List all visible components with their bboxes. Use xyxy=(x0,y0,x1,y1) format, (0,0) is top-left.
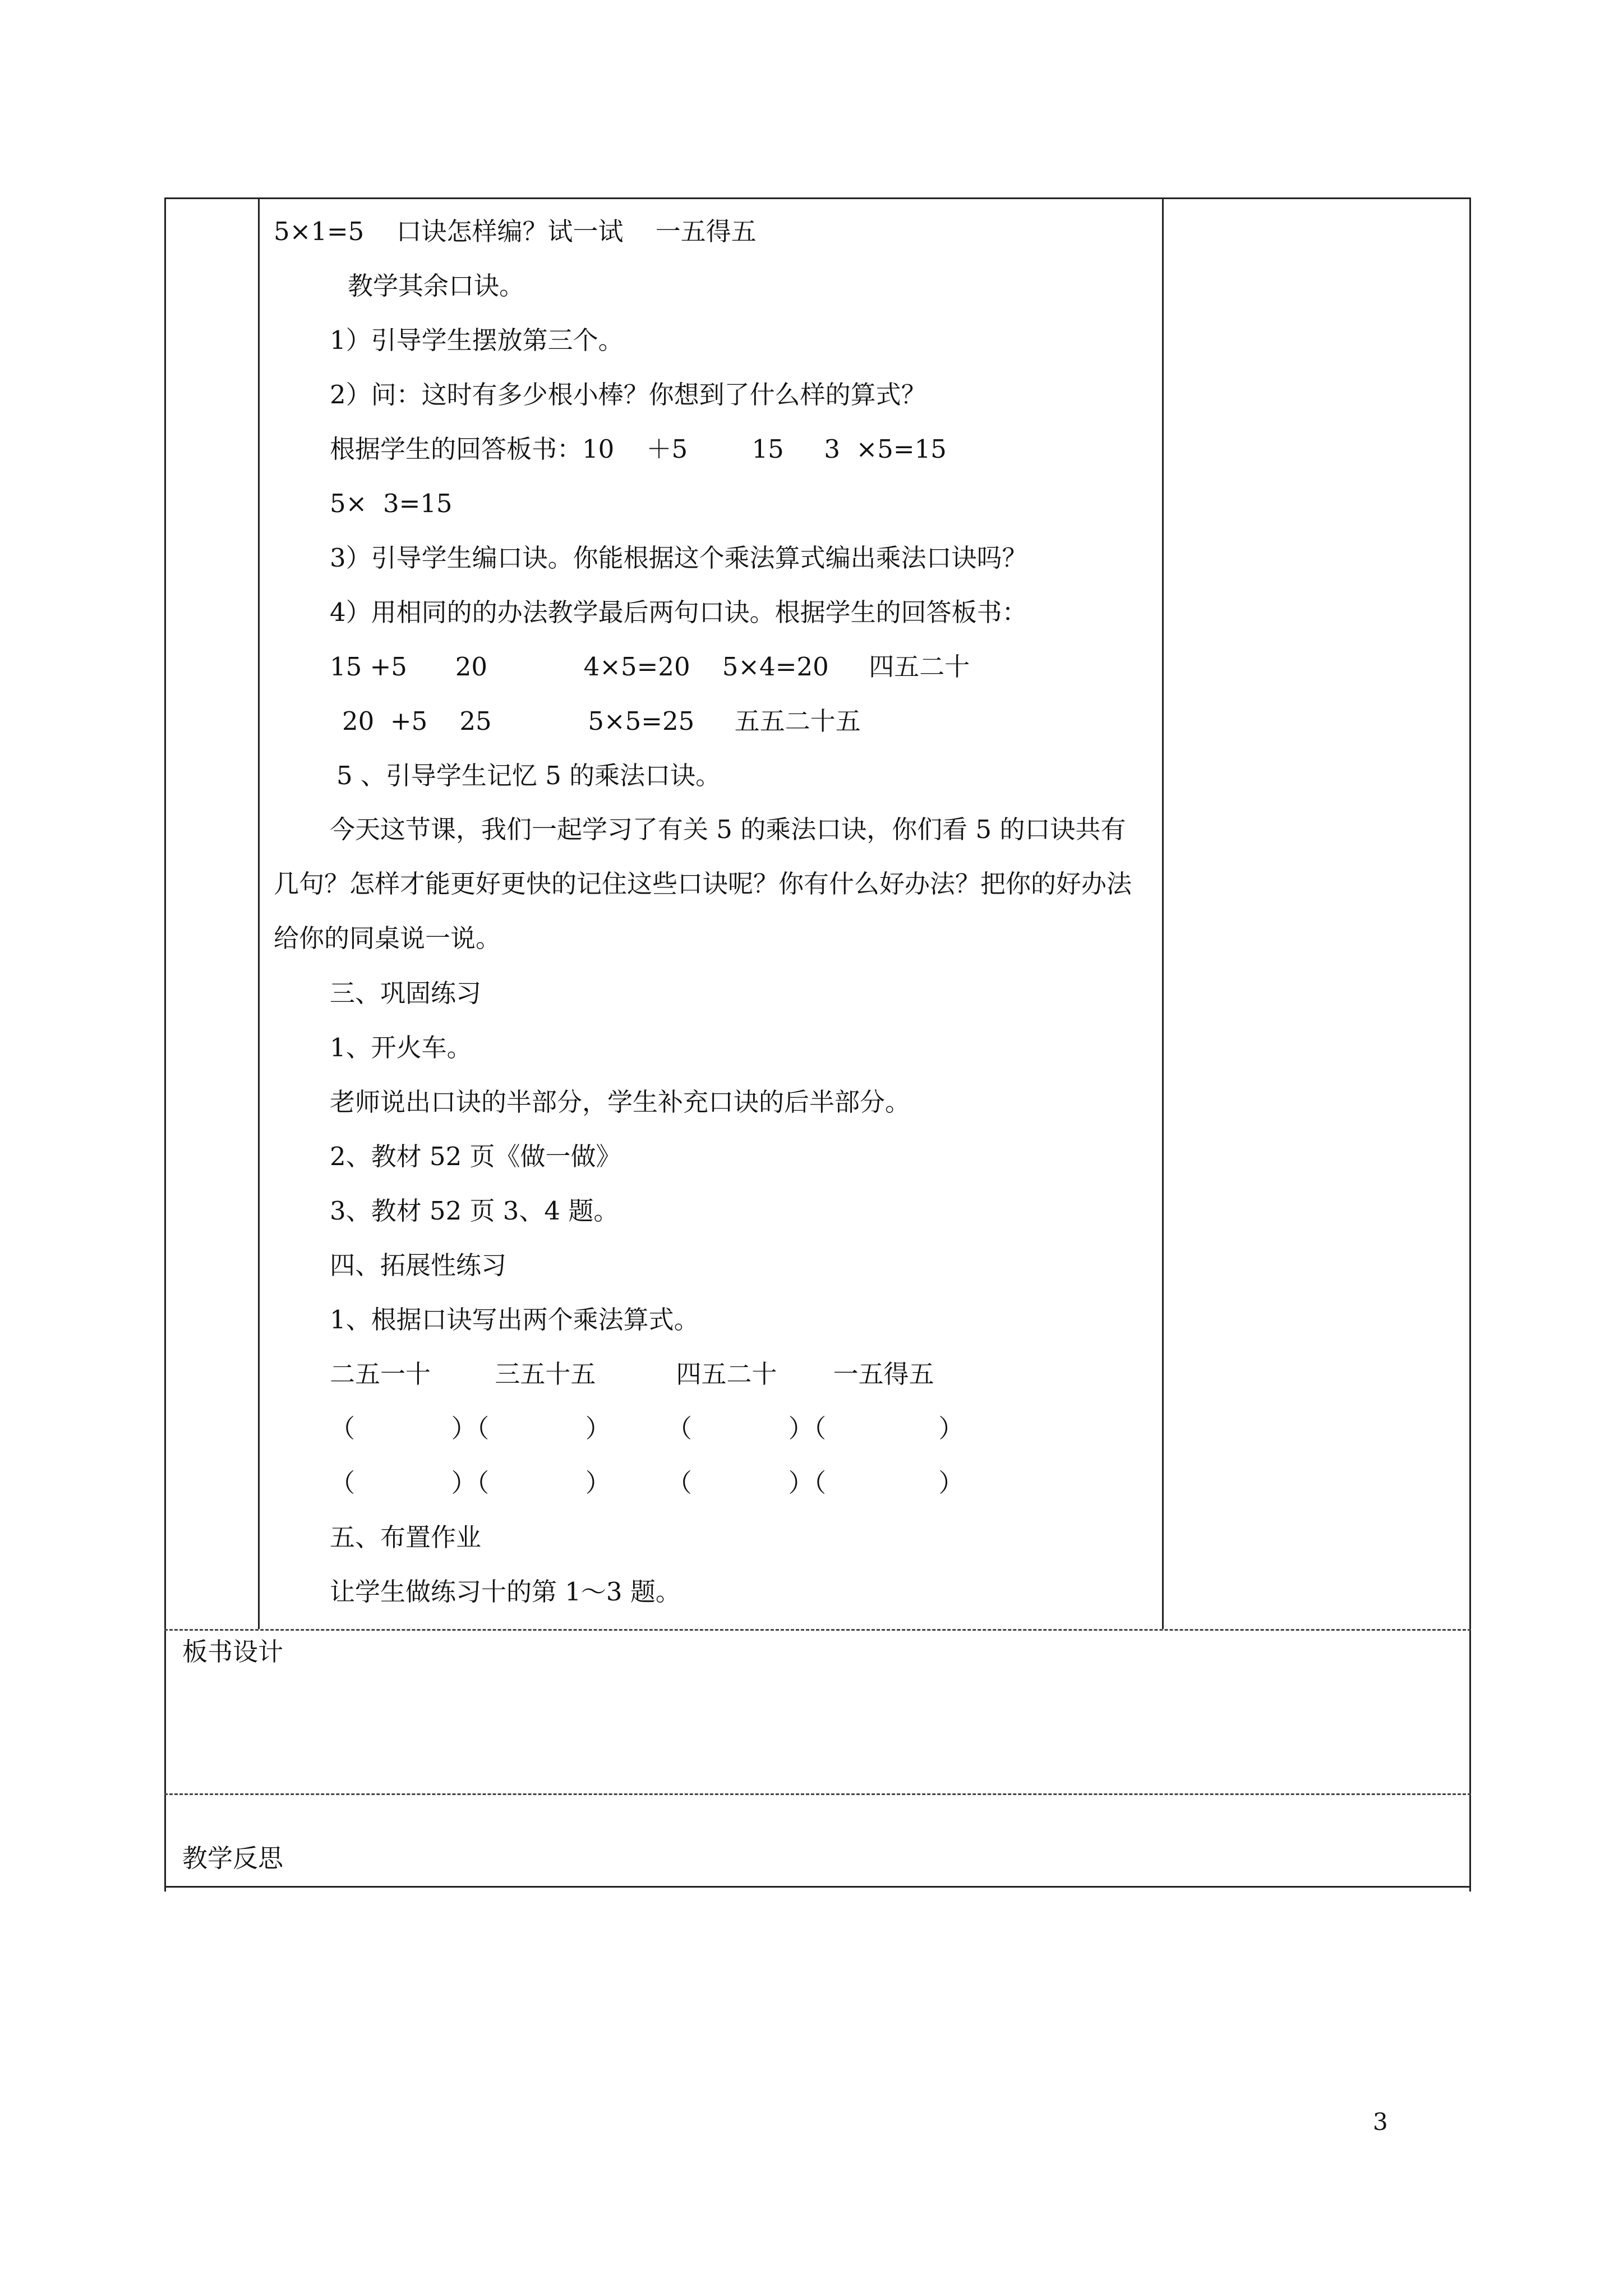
text-line-16: 3、教材 52 页 3、4 题。 xyxy=(330,1196,619,1226)
text-line-6: 5× 3=15 xyxy=(330,489,453,518)
text-line-13: 1、开火车。 xyxy=(330,1033,472,1062)
table-left-border xyxy=(164,197,166,1892)
text-line-3: 1）引导学生摆放第三个。 xyxy=(330,325,624,355)
column-divider-left xyxy=(258,197,260,1629)
text-line-22: 五、布置作业 xyxy=(330,1522,482,1552)
reflection-label: 教学反思 xyxy=(182,1843,284,1873)
page-number: 3 xyxy=(1373,2108,1388,2136)
text-line-10: 20 +5 25 5×5=25 五五二十五 xyxy=(342,706,861,736)
text-line-9: 15 +5 20 4×5=20 5×4=20 四五二十 xyxy=(330,652,970,682)
text-line-12: 三、巩固练习 xyxy=(330,978,482,1008)
table-top-border xyxy=(164,197,1471,199)
text-line-2: 教学其余口诀。 xyxy=(348,271,525,301)
text-line-17: 四、拓展性练习 xyxy=(330,1250,507,1280)
text-line-18: 1、根据口诀写出两个乘法算式。 xyxy=(330,1305,699,1335)
text-line-21: （ ）（ ） （ ）（ ） xyxy=(330,1468,964,1498)
text-line-20: （ ）（ ） （ ）（ ） xyxy=(330,1414,964,1443)
text-line-5: 根据学生的回答板书：10 ＋5 15 3 ×5=15 xyxy=(330,434,947,464)
text-line-11: 5 、引导学生记忆 5 的乘法口诀。 xyxy=(336,761,721,790)
text-line-19: 二五一十 三五十五 四五二十 一五得五 xyxy=(330,1359,934,1389)
row-divider-reflection xyxy=(164,1793,1471,1795)
text-line-4: 2）问：这时有多少根小棒？你想到了什么样的算式？ xyxy=(330,380,926,409)
text-line-15: 2、教材 52 页《做一做》 xyxy=(330,1142,621,1171)
text-line-7: 3）引导学生编口诀。你能根据这个乘法算式编出乘法口诀吗？ xyxy=(330,543,1027,573)
table-right-border xyxy=(1469,197,1471,1892)
board-design-label: 板书设计 xyxy=(182,1637,284,1667)
column-divider-right xyxy=(1162,197,1164,1629)
text-line-14: 老师说出口诀的半部分，学生补充口诀的后半部分。 xyxy=(330,1087,911,1117)
row-divider-board-design xyxy=(164,1629,1471,1631)
text-line-23: 让学生做练习十的第 1～3 题。 xyxy=(330,1577,681,1607)
summary-paragraph: 今天这节课，我们一起学习了有关 5 的乘法口诀，你们看 5 的口诀共有几句？怎样才能更好更快的记住这些口诀呢？你有什么好办法？把你的好办法给你的同桌说一说。 xyxy=(274,815,1132,953)
text-line-1: 5×1=5 口诀怎样编？试一试 一五得五 xyxy=(274,217,757,246)
table-bottom-border xyxy=(164,1886,1471,1888)
text-line-8: 4）用相同的的办法教学最后两句口诀。根据学生的回答板书： xyxy=(330,597,1027,627)
